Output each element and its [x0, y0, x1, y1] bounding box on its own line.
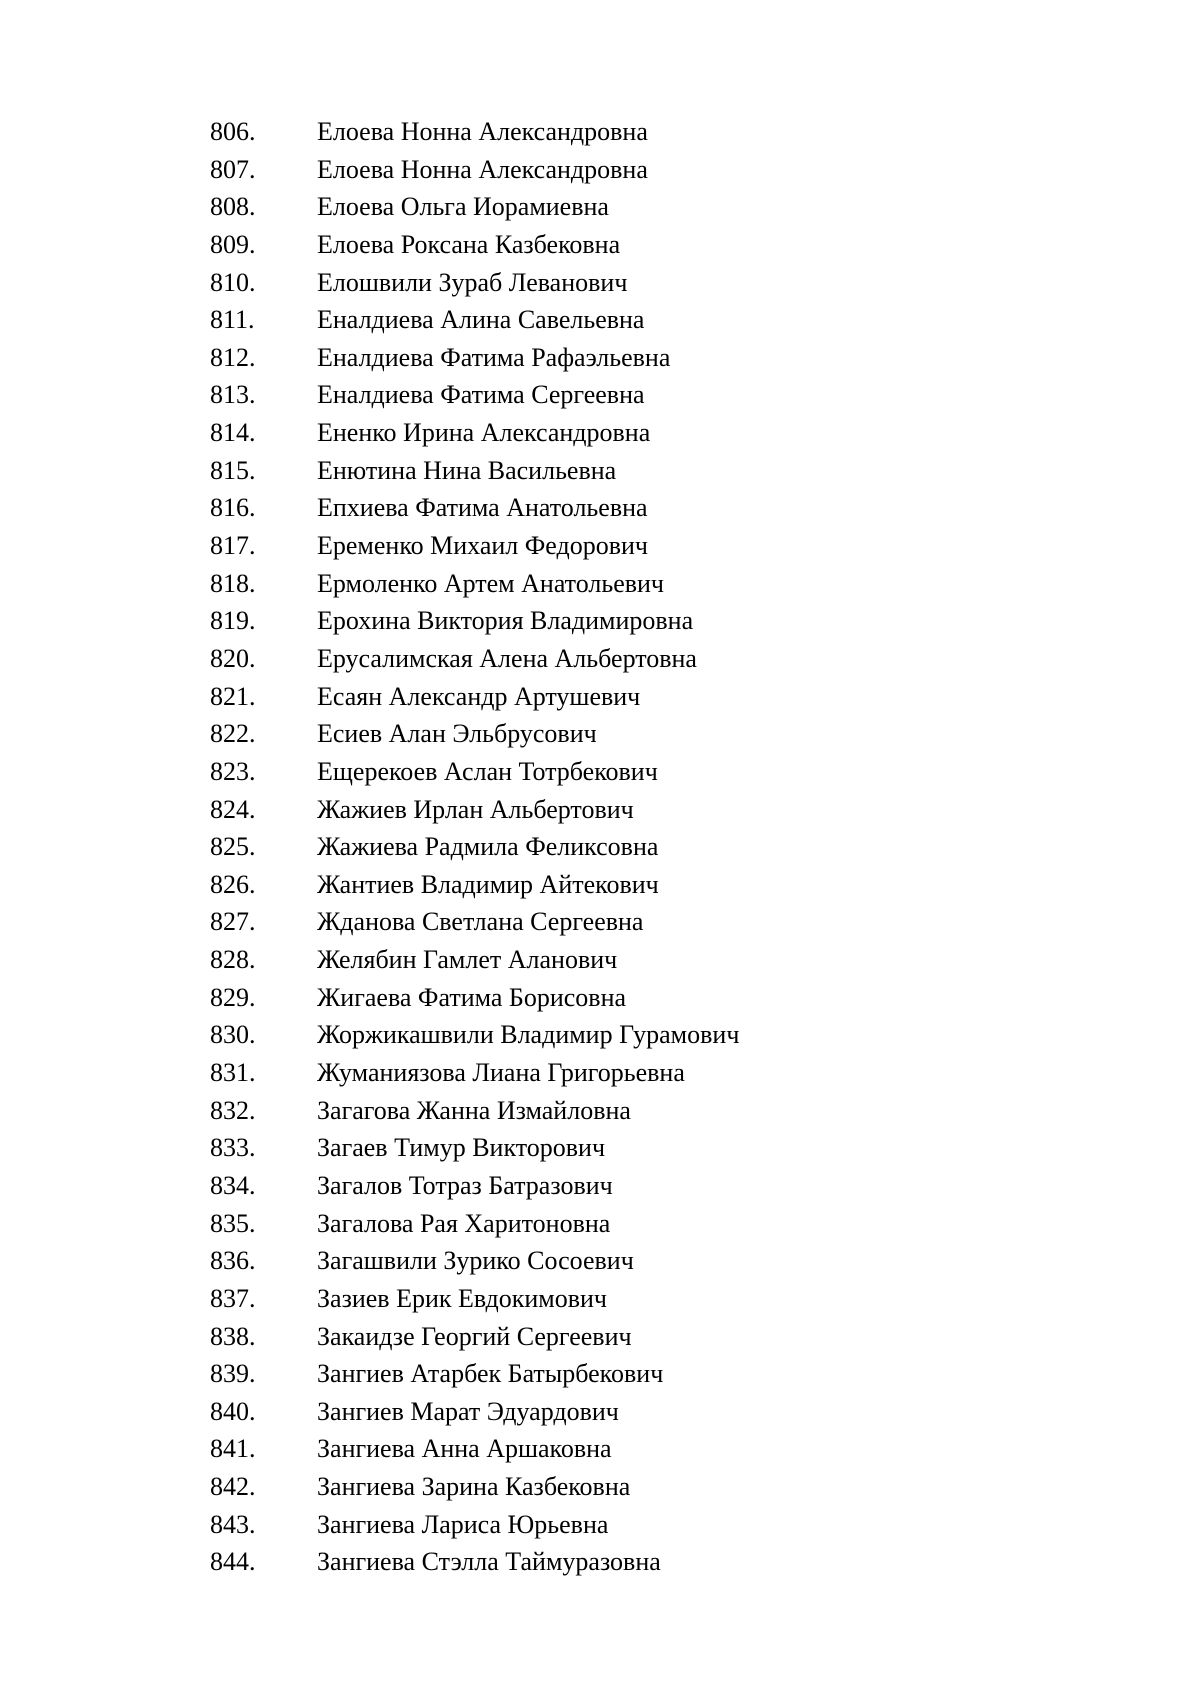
entry-name: Загашвили Зурико Сосоевич — [317, 1246, 634, 1276]
entry-name: Загалова Рая Харитоновна — [317, 1208, 611, 1238]
entry-name: Зангиева Лариса Юрьевна — [317, 1509, 609, 1539]
entry-number: 839. — [210, 1359, 256, 1389]
entry-number: 823. — [210, 756, 256, 786]
entry-number: 813. — [210, 380, 256, 410]
entry-number: 826. — [210, 869, 256, 899]
entry-number: 837. — [210, 1283, 256, 1313]
list-item — [210, 1318, 739, 1356]
entry-number: 835. — [210, 1208, 256, 1238]
entry-name: Зангиева Анна Аршаковна — [317, 1434, 612, 1464]
list-item — [210, 1506, 739, 1544]
entry-name: Енютина Нина Васильевна — [317, 455, 617, 485]
list-item — [210, 1205, 739, 1243]
entry-name: Зазиев Ерик Евдокимович — [317, 1283, 607, 1313]
entry-name: Елошвили Зураб Леванович — [317, 267, 628, 297]
entry-name: Зангиева Стэлла Таймуразовна — [317, 1547, 661, 1577]
entry-name: Жантиев Владимир Айтекович — [317, 869, 659, 899]
entry-number: 809. — [210, 229, 256, 259]
entry-name: Ерусалимская Алена Альбертовна — [317, 643, 697, 673]
entry-name: Загалов Тотраз Батразович — [317, 1170, 613, 1200]
list-item — [210, 113, 739, 151]
list-item — [210, 264, 739, 302]
entry-number: 810. — [210, 267, 256, 297]
entry-number: 834. — [210, 1170, 256, 1200]
entry-number: 821. — [210, 681, 256, 711]
entry-name: Жажиева Радмила Феликсовна — [317, 832, 659, 862]
entry-name: Загаев Тимур Викторович — [317, 1133, 606, 1163]
entry-name: Епхиева Фатима Анатольевна — [317, 493, 648, 523]
entry-number: 819. — [210, 606, 256, 636]
entry-name: Закаидзе Георгий Сергеевич — [317, 1321, 632, 1351]
entry-name: Ерохина Виктория Владимировна — [317, 606, 694, 636]
list-item — [210, 602, 739, 640]
entry-number: 814. — [210, 418, 256, 448]
entry-name: Еналдиева Фатима Рафаэльевна — [317, 342, 671, 372]
list-item — [210, 1016, 739, 1054]
entry-number: 843. — [210, 1509, 256, 1539]
entry-number: 807. — [210, 154, 256, 184]
list-item — [210, 188, 739, 226]
entry-number: 833. — [210, 1133, 256, 1163]
list-item — [210, 1054, 739, 1092]
name-list — [210, 113, 739, 1581]
entry-number: 815. — [210, 455, 256, 485]
entry-name: Есаян Александр Артушевич — [317, 681, 641, 711]
entry-number: 830. — [210, 1020, 256, 1050]
list-item — [210, 1393, 739, 1431]
list-item — [210, 1543, 739, 1581]
entry-name: Жданова Светлана Сергеевна — [317, 907, 644, 937]
list-item — [210, 527, 739, 565]
entry-name: Елоева Нонна Александровна — [317, 117, 648, 146]
list-item — [210, 715, 739, 753]
entry-name: Ещерекоев Аслан Тотрбекович — [317, 756, 658, 786]
entry-number: 829. — [210, 982, 256, 1012]
list-item — [210, 339, 739, 377]
entry-number: 812. — [210, 342, 256, 372]
list-item — [210, 489, 739, 527]
entry-number: 808. — [210, 192, 256, 222]
list-item — [210, 753, 739, 791]
entry-name: Есиев Алан Эльбрусович — [317, 719, 597, 749]
entry-name: Зангиев Марат Эдуардович — [317, 1396, 619, 1426]
entry-name: Жажиев Ирлан Альбертович — [317, 794, 634, 824]
entry-number: 831. — [210, 1058, 256, 1088]
list-item — [210, 1355, 739, 1393]
list-item — [210, 1129, 739, 1167]
entry-name: Зангиев Атарбек Батырбекович — [317, 1359, 664, 1389]
entry-name: Зангиева Зарина Казбековна — [317, 1472, 631, 1502]
list-item — [210, 565, 739, 603]
entry-number: 822. — [210, 719, 256, 749]
list-item — [210, 414, 739, 452]
entry-name: Еналдиева Алина Савельевна — [317, 305, 645, 335]
entry-name: Еременко Михаил Федорович — [317, 531, 648, 561]
list-item — [210, 866, 739, 904]
list-item — [210, 640, 739, 678]
entry-number: 811. — [210, 305, 255, 335]
entry-number: 820. — [210, 643, 256, 673]
entry-name: Еналдиева Фатима Сергеевна — [317, 380, 645, 410]
entry-name: Елоева Ольга Иорамиевна — [317, 192, 609, 222]
entry-name: Загагова Жанна Измайловна — [317, 1095, 631, 1125]
list-item — [210, 678, 739, 716]
entry-number: 841. — [210, 1434, 256, 1464]
list-item — [210, 376, 739, 414]
list-item — [210, 151, 739, 189]
list-item — [210, 941, 739, 979]
list-item — [210, 979, 739, 1017]
list-item — [210, 452, 739, 490]
entry-name: Ененко Ирина Александровна — [317, 418, 651, 448]
list-item — [210, 1167, 739, 1205]
entry-name: Жуманиязова Лиана Григорьевна — [317, 1058, 685, 1088]
entry-number: 828. — [210, 945, 256, 975]
entry-number: 816. — [210, 493, 256, 523]
list-item — [210, 1468, 739, 1506]
entry-name: Жигаева Фатима Борисовна — [317, 982, 627, 1012]
list-item — [210, 1430, 739, 1468]
entry-number: 838. — [210, 1321, 256, 1351]
entry-number: 832. — [210, 1095, 256, 1125]
entry-number: 844. — [210, 1547, 256, 1577]
list-item — [210, 301, 739, 339]
list-item — [210, 828, 739, 866]
entry-number: 840. — [210, 1396, 256, 1426]
entry-name: Желябин Гамлет Аланович — [317, 945, 618, 975]
entry-number: 836. — [210, 1246, 256, 1276]
list-item — [210, 1280, 739, 1318]
entry-name: Елоева Роксана Казбековна — [317, 229, 621, 259]
entry-number: 806. — [210, 117, 256, 146]
list-item — [210, 226, 739, 264]
list-item — [210, 1092, 739, 1130]
entry-name: Жоржикашвили Владимир Гурамович — [317, 1020, 740, 1050]
list-item — [210, 1242, 739, 1280]
entry-name: Елоева Нонна Александровна — [317, 154, 648, 184]
entry-number: 817. — [210, 531, 256, 561]
entry-name: Ермоленко Артем Анатольевич — [317, 568, 665, 598]
entry-number: 825. — [210, 832, 256, 862]
entry-number: 827. — [210, 907, 256, 937]
list-item — [210, 791, 739, 829]
list-item — [210, 903, 739, 941]
entry-number: 824. — [210, 794, 256, 824]
entry-number: 818. — [210, 568, 256, 598]
entry-number: 842. — [210, 1472, 256, 1502]
